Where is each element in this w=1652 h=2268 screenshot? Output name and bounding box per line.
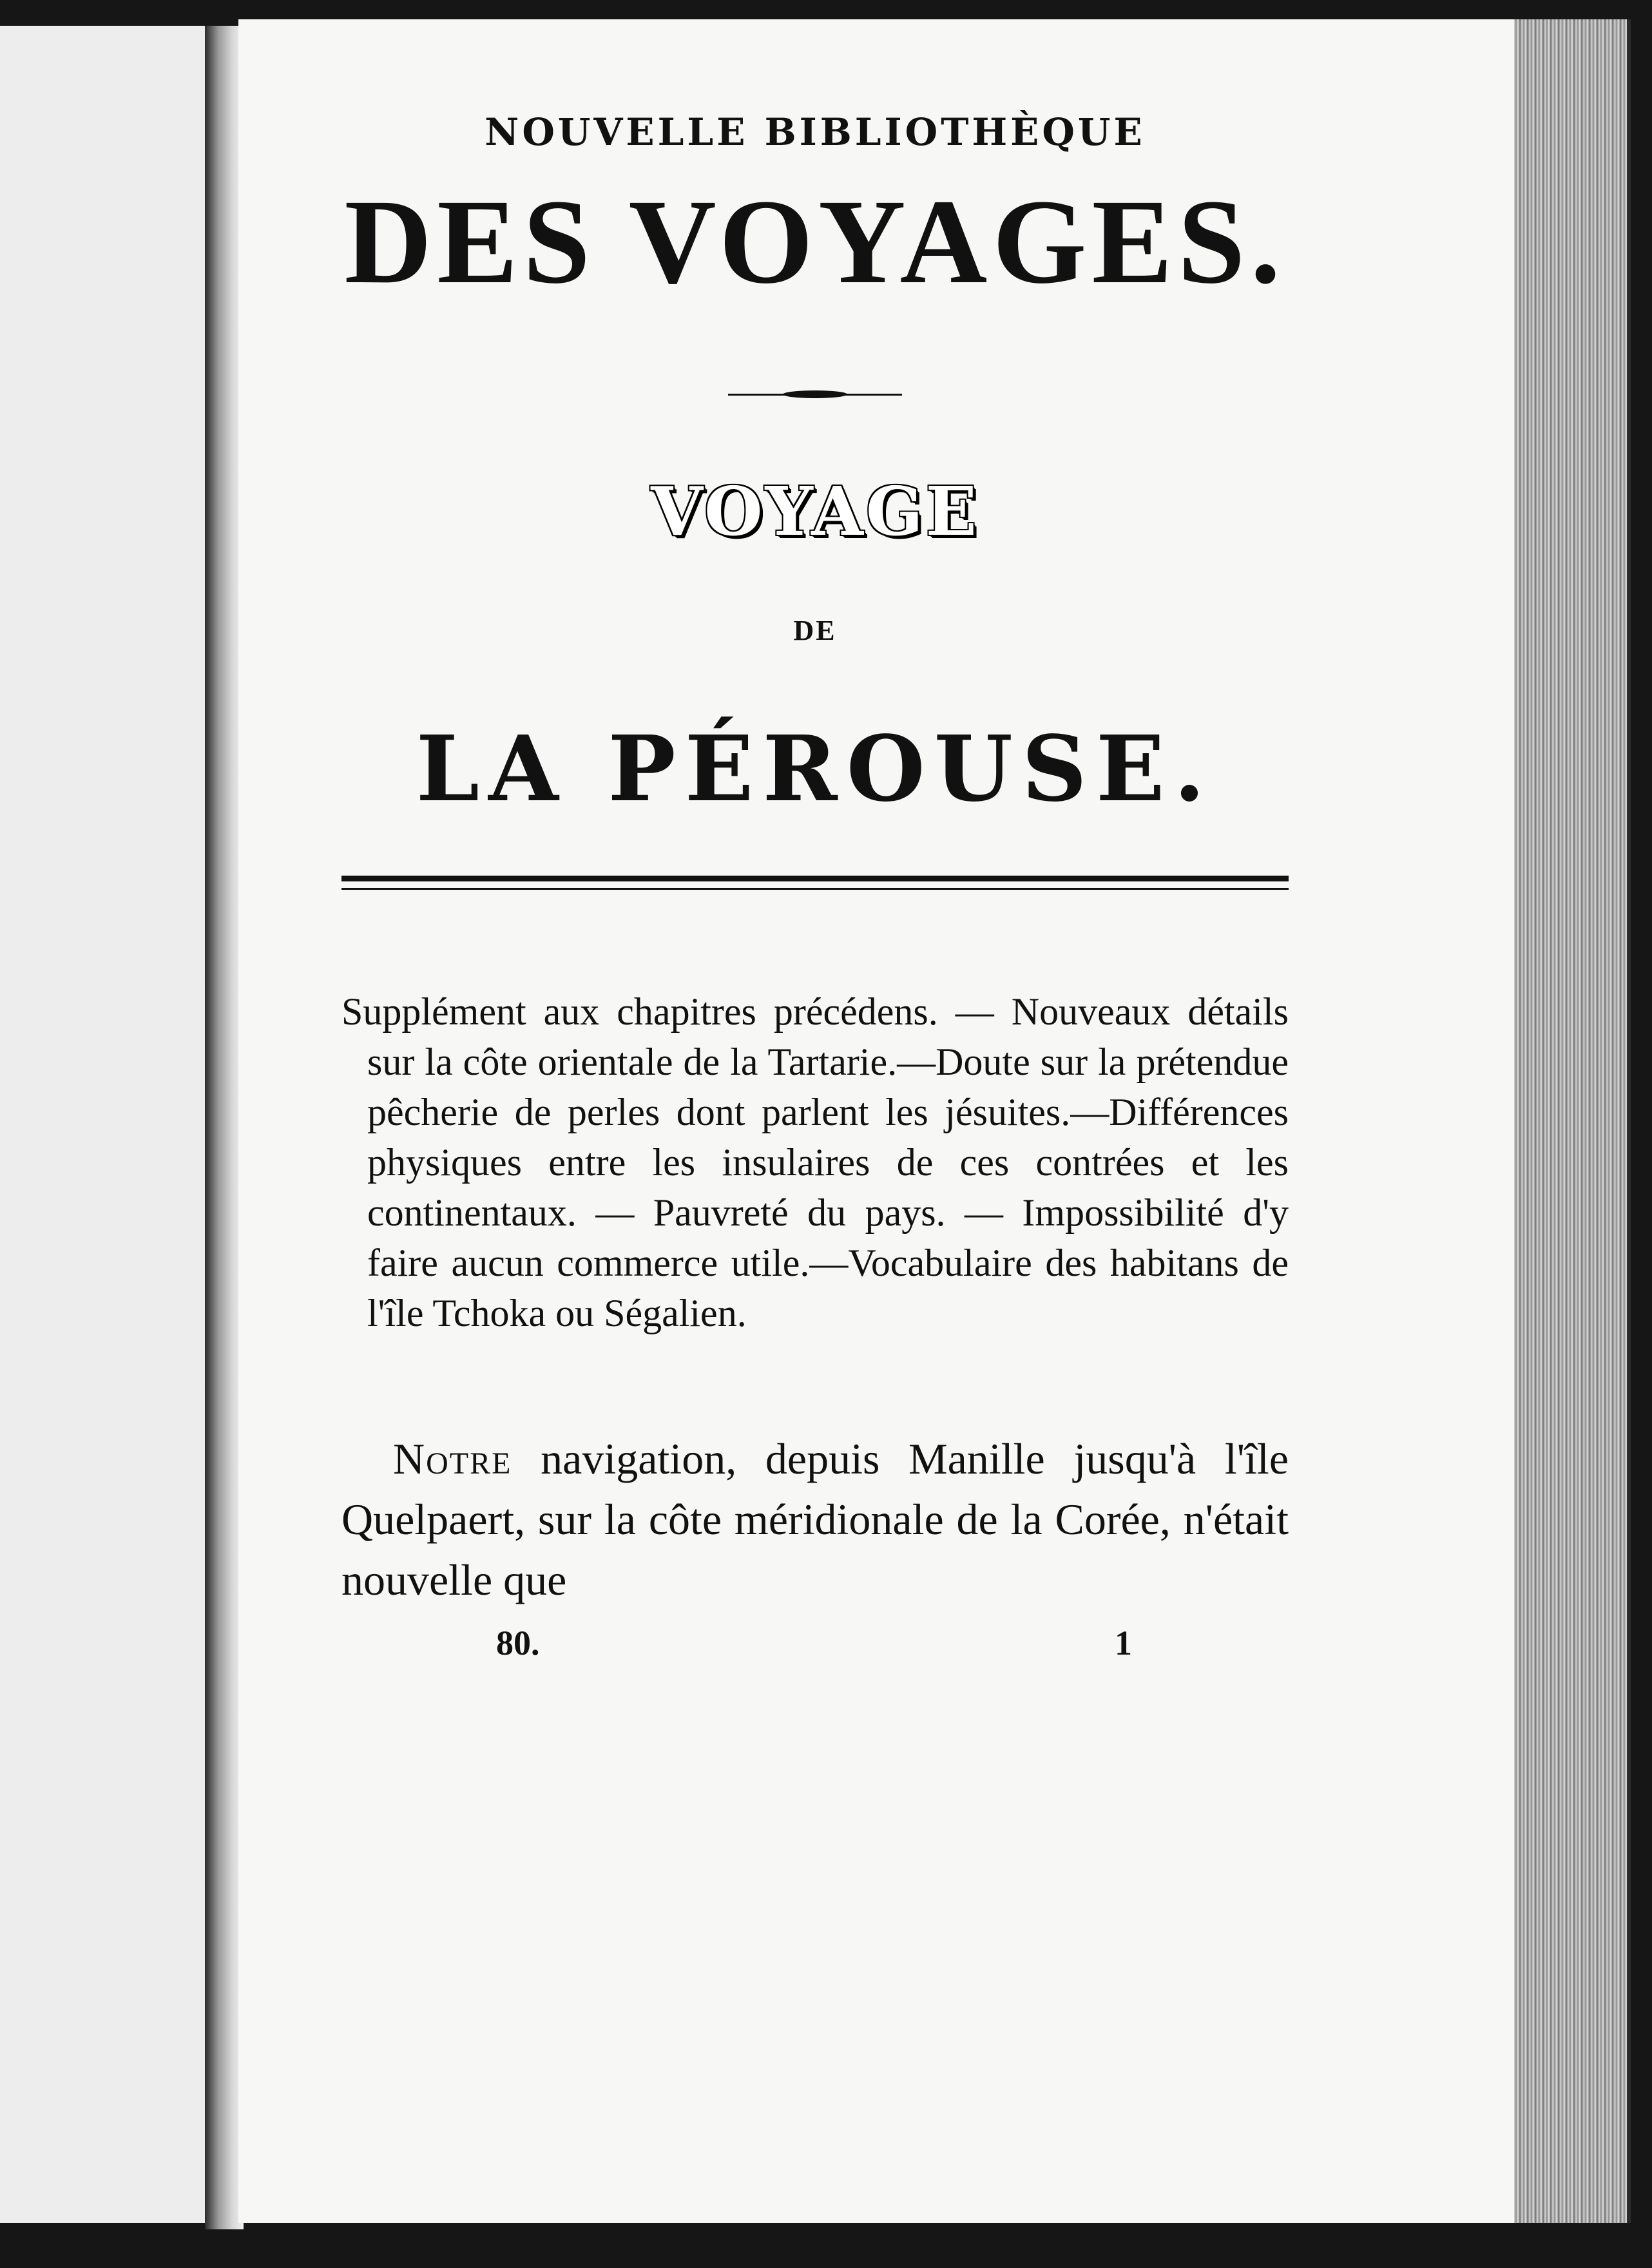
voyage-heading: VOYAGE xyxy=(651,472,979,551)
main-title: DES VOYAGES. xyxy=(344,174,1286,309)
left-page xyxy=(0,26,213,2223)
body-paragraph xyxy=(341,1428,1289,1610)
chapter-summary: Supplément aux chapitres précédens. — Nouveaux détails sur la côte orientale de la Tartarie.—Doute sur la prétendue pêcherie de perles dont parlent les jésuites.—Différences physiques entre les insulaires de ces contrées et les continentaux. — Pauvreté du pays. — Impossibilité d'y faire aucun commerce utile.—Vocabulaire des habitans de l'île Tchoka ou Ségalien. xyxy=(341,990,1289,1334)
page-edges xyxy=(1514,19,1631,2223)
folio-number: 1 xyxy=(1115,1624,1132,1662)
double-rule-thick xyxy=(341,876,1289,881)
lead-word: Notre xyxy=(393,1434,512,1483)
name-heading: LA PÉROUSE. xyxy=(416,716,1215,822)
page-footer xyxy=(341,1623,1289,1675)
body-text: navigation, depuis Manille jusqu'à l'île Quelpaert, sur la côte méridionale de la Corée, n'était nouvelle que xyxy=(341,1434,1289,1604)
series-heading: NOUVELLE BIBLIOTHÈQUE xyxy=(485,110,1146,154)
de-heading: DE xyxy=(793,615,837,646)
double-rule xyxy=(341,876,1289,890)
double-rule-thin xyxy=(341,888,1289,890)
signature-mark: 80. xyxy=(496,1624,540,1662)
book-gutter xyxy=(205,26,244,2229)
page-content xyxy=(341,97,1289,1675)
ornament-rule xyxy=(728,390,902,399)
